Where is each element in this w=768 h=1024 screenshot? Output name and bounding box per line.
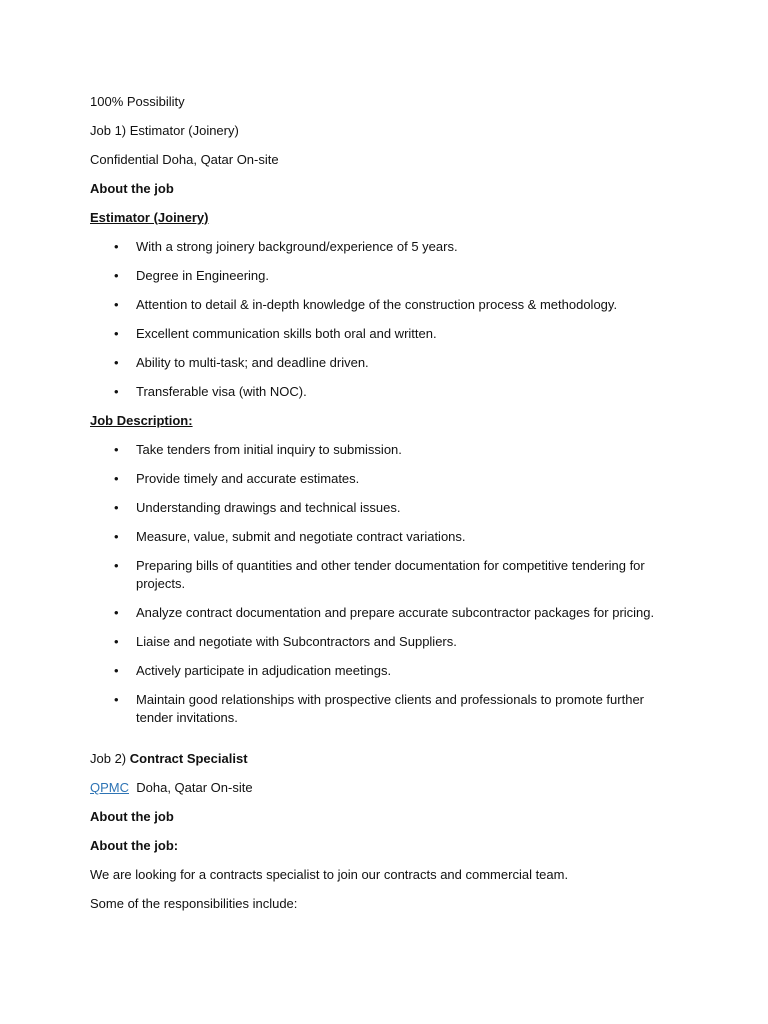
bullet-icon: •: [114, 297, 119, 312]
job1-title-underlined: Estimator (Joinery): [90, 210, 209, 225]
job2-location: Doha, Qatar On-site: [136, 780, 253, 795]
bullet-icon: •: [114, 326, 119, 341]
list-item: • Ability to multi-task; and deadline driven.: [114, 355, 369, 370]
list-item: • With a strong joinery background/experience of 5 years.: [114, 239, 458, 254]
list-item: • Actively participate in adjudication meetings.: [114, 663, 392, 678]
job1-heading: Job 1) Estimator (Joinery): [90, 123, 239, 138]
job1-about-label: About the job: [90, 181, 174, 196]
job1-description-list: [90, 441, 670, 727]
bullet-icon: •: [114, 692, 119, 707]
company-link-qpmc[interactable]: QPMC: [90, 780, 129, 795]
list-item: • Attention to detail & in-depth knowledge of the construction process & methodology.: [114, 297, 618, 312]
list-item: • Provide timely and accurate estimates.: [114, 471, 360, 486]
bullet-icon: •: [114, 605, 119, 620]
job2-prefix: Job 2): [90, 751, 127, 766]
bullet-icon: •: [114, 268, 119, 283]
job2-heading: [90, 750, 670, 768]
list-item: • Maintain good relationships with prospective clients and professionals to promote further tender invitations.: [114, 692, 644, 725]
bullet-icon: •: [114, 239, 119, 254]
document-body: [90, 93, 670, 924]
list-item: • Transferable visa (with NOC).: [114, 384, 307, 399]
intro-text: 100% Possibility: [90, 94, 185, 109]
bullet-icon: •: [114, 558, 119, 573]
list-item: • Liaise and negotiate with Subcontractors and Suppliers.: [114, 634, 457, 649]
job1-requirements-list: [90, 238, 670, 401]
bullet-icon: •: [114, 634, 119, 649]
job2-about-label-colon: About the job:: [90, 838, 179, 853]
job2-responsibilities-intro: Some of the responsibilities include:: [90, 896, 298, 911]
list-item: • Preparing bills of quantities and other tender documentation for competitive tendering for projects.: [114, 558, 645, 591]
bullet-icon: •: [114, 355, 119, 370]
job2-title: Contract Specialist: [129, 751, 248, 766]
bullet-icon: •: [114, 442, 119, 457]
list-item: • Degree in Engineering.: [114, 268, 269, 283]
job1-company-location: Confidential Doha, Qatar On-site: [90, 152, 279, 167]
bullet-icon: •: [114, 471, 119, 486]
job2-about-label: About the job: [90, 809, 174, 824]
job2-summary: We are looking for a contracts specialist to join our contracts and commercial team.: [90, 867, 569, 882]
list-item: • Analyze contract documentation and prepare accurate subcontractor packages for pricing.: [114, 605, 655, 620]
job2-company-location: [90, 779, 670, 797]
list-item: • Take tenders from initial inquiry to submission.: [114, 442, 402, 457]
bullet-icon: •: [114, 663, 119, 678]
bullet-icon: •: [114, 500, 119, 515]
list-item: • Measure, value, submit and negotiate contract variations.: [114, 529, 466, 544]
list-item: • Excellent communication skills both oral and written.: [114, 326, 437, 341]
bullet-icon: •: [114, 384, 119, 399]
list-item: • Understanding drawings and technical issues.: [114, 500, 401, 515]
bullet-icon: •: [114, 529, 119, 544]
job1-description-label: Job Description:: [90, 413, 193, 428]
